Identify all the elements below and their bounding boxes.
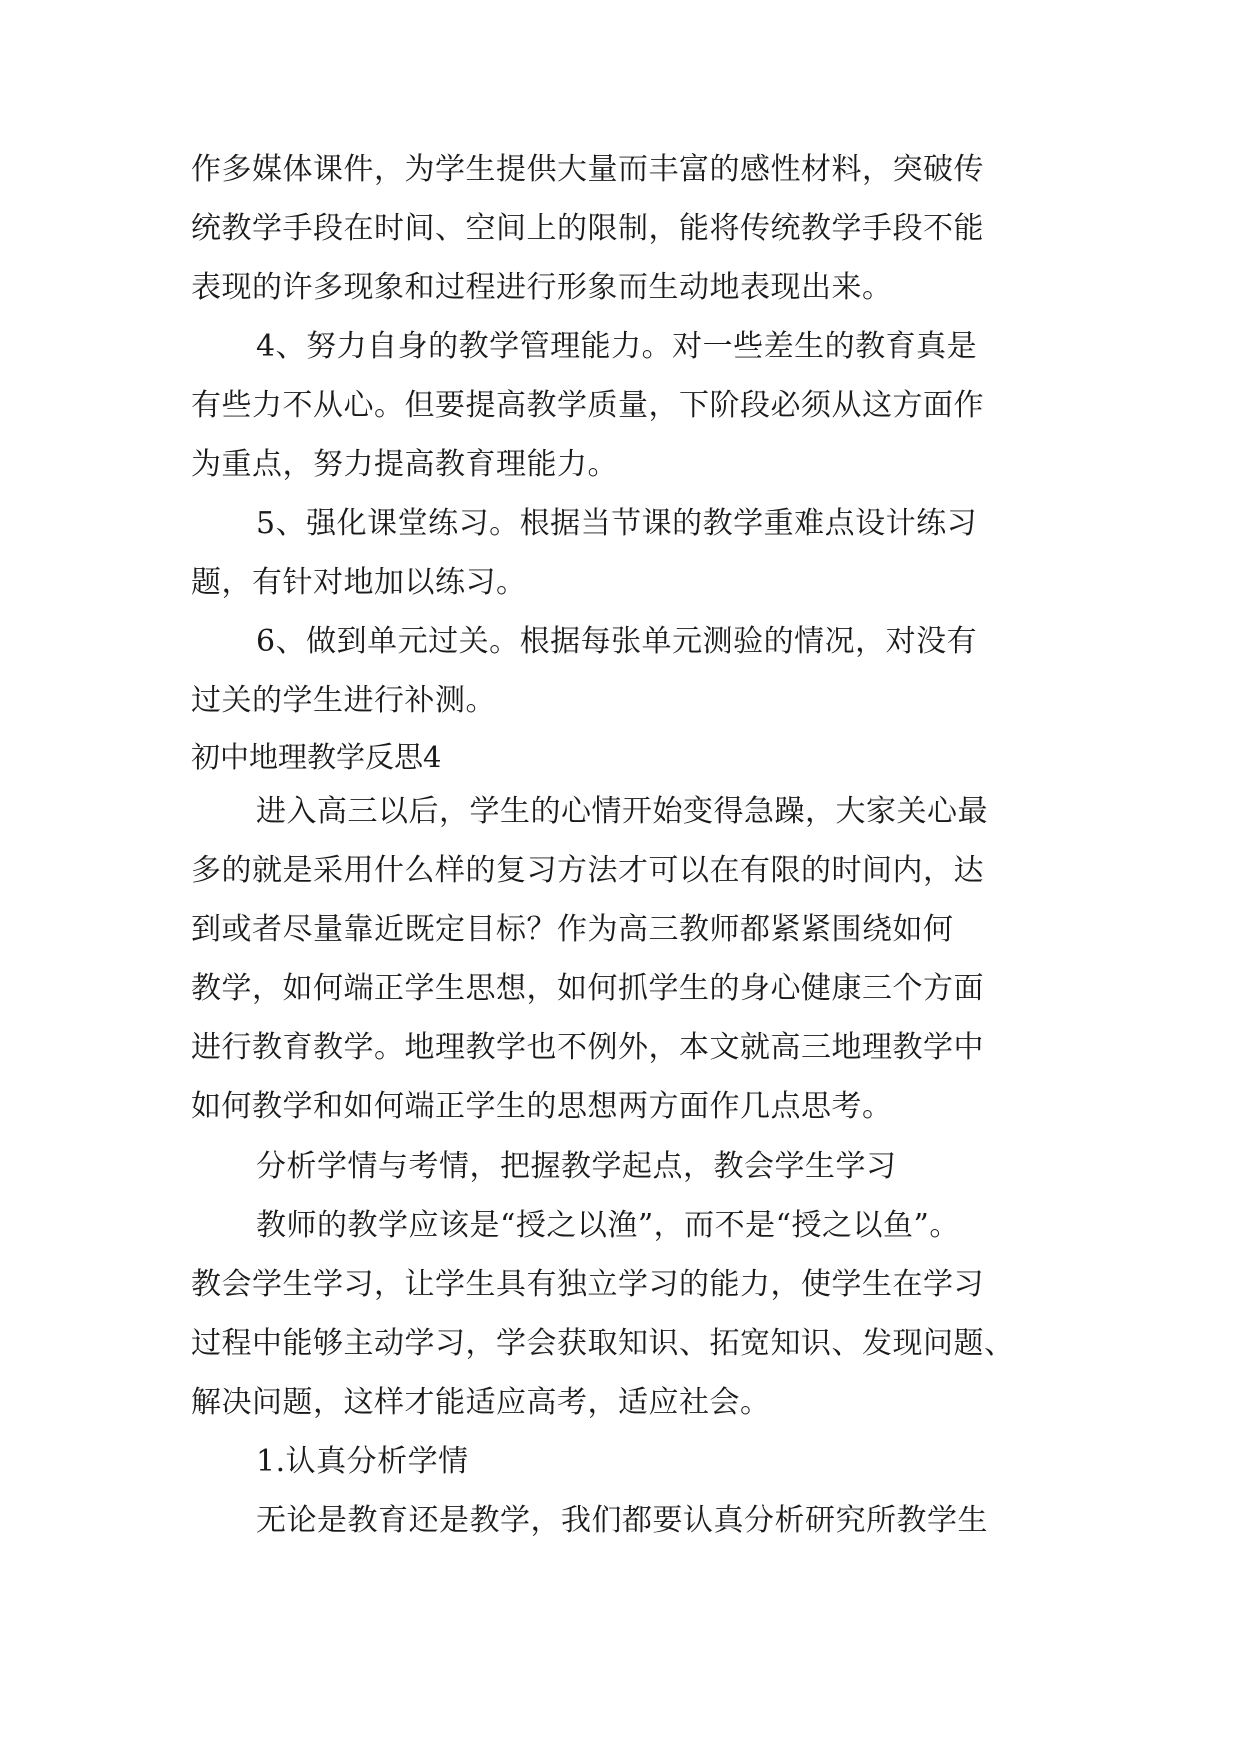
body-text-line: 作多媒体课件，为学生提供大量而丰富的感性材料，突破传 — [191, 152, 984, 187]
list-item-5: 5、强化课堂练习。根据当节课的教学重难点设计练习 — [256, 506, 978, 541]
body-text-line: 为重点，努力提高教育理能力。 — [191, 447, 618, 482]
body-text-line: 多的就是采用什么样的复习方法才可以在有限的时间内，达 — [191, 853, 984, 888]
body-text-line: 表现的许多现象和过程进行形象而生动地表现出来。 — [191, 270, 893, 305]
numbered-subheading: 1.认真分析学情 — [256, 1444, 469, 1479]
body-text-line: 教学，如何端正学生思想，如何抓学生的身心健康三个方面 — [191, 971, 984, 1006]
paragraph-start: 无论是教育还是教学，我们都要认真分析研究所教学生 — [256, 1503, 988, 1538]
body-text-line: 如何教学和如何端正学生的思想两方面作几点思考。 — [191, 1089, 893, 1124]
body-text-line: 教会学生学习，让学生具有独立学习的能力，使学生在学习 — [191, 1267, 984, 1302]
body-text-line: 解决问题，这样才能适应高考，适应社会。 — [191, 1385, 771, 1420]
section-heading: 初中地理教学反思4 — [191, 740, 442, 774]
paragraph-start: 进入高三以后，学生的心情开始变得急躁，大家关心最 — [256, 794, 988, 829]
list-item-6: 6、做到单元过关。根据每张单元测验的情况，对没有 — [256, 624, 978, 659]
body-text-line: 统教学手段在时间、空间上的限制，能将传统教学手段不能 — [191, 211, 984, 246]
body-text-line: 题，有针对地加以练习。 — [191, 565, 527, 600]
list-item-4: 4、努力自身的教学管理能力。对一些差生的教育真是 — [256, 329, 978, 364]
body-text-line: 有些力不从心。但要提高教学质量，下阶段必须从这方面作 — [191, 388, 984, 423]
body-text-line: 过程中能够主动学习，学会获取知识、拓宽知识、发现问题、 — [191, 1326, 1015, 1361]
body-text-line: 到或者尽量靠近既定目标？作为高三教师都紧紧围绕如何 — [191, 912, 954, 947]
subheading: 分析学情与考情，把握教学起点，教会学生学习 — [256, 1149, 897, 1184]
body-text-line: 过关的学生进行补测。 — [191, 683, 496, 718]
body-text-line: 进行教育教学。地理教学也不例外，本文就高三地理教学中 — [191, 1030, 984, 1065]
paragraph-start: 教师的教学应该是“授之以渔”，而不是“授之以鱼”。 — [256, 1208, 960, 1243]
